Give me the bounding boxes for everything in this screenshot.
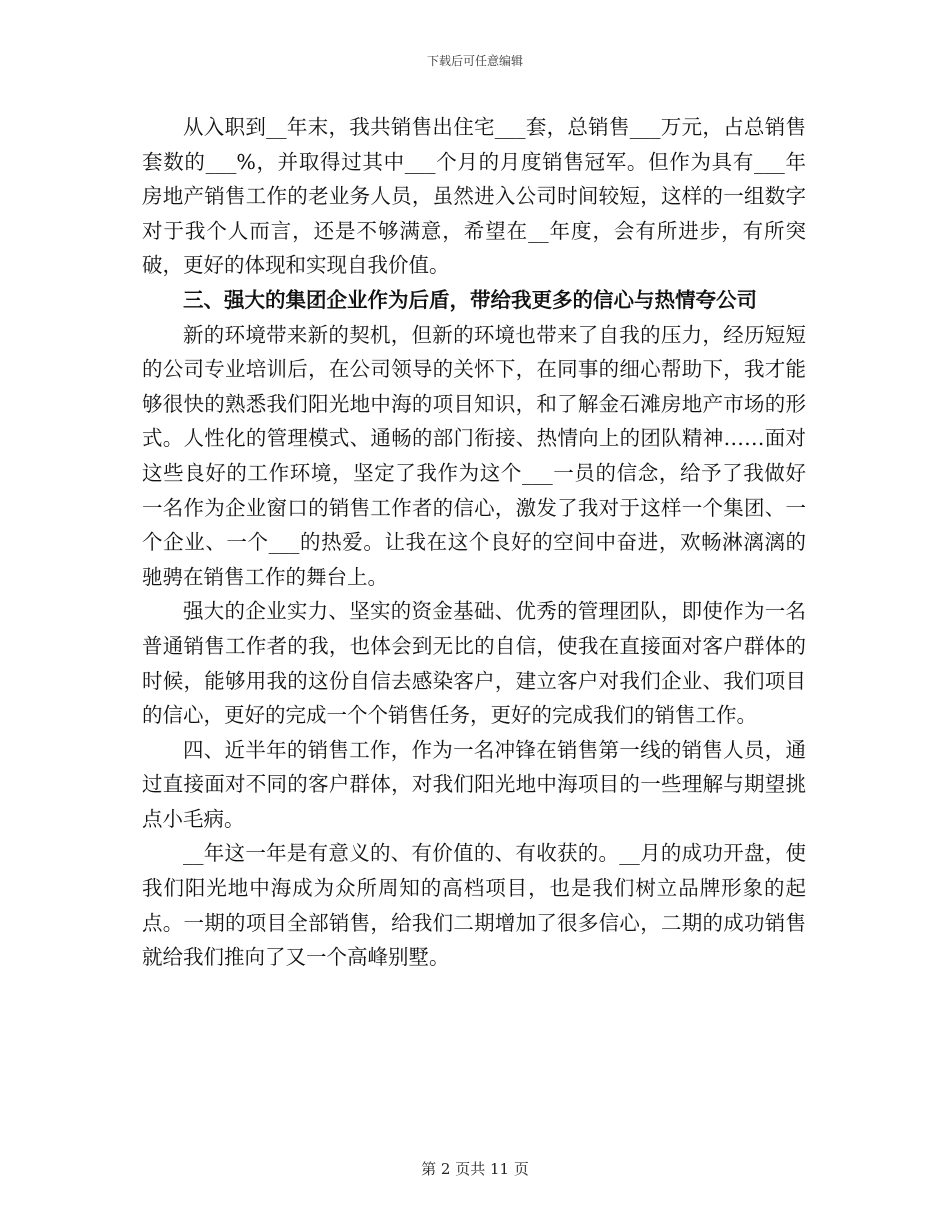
page-number-footer: 第 2 页共 11 页 (421, 1160, 529, 1178)
page-header-note: 下载后可任意编辑 (426, 54, 523, 68)
paragraph-enterprise-strength: 强大的企业实力、坚实的资金基础、优秀的管理团队，即使作为一名普通销售工作者的我，也体会到无比的自信，使我在直接面对客户群体的时候，能够用我的这份自信去感染客户，建立客户对我们企业、我们项目的信心，更好的完成一个个销售任务，更好的完成我们的销售工作。 (142, 599, 806, 728)
paragraph-sales-summary: 从入职到__年末，我共销售出住宅___套，总销售___万元，占总销售套数的___%，并取得过其中___个月的月度销售冠军。但作为具有___年房地产销售工作的老业务人员，虽然进入公司时间较短，这样的一组数字对于我个人而言，还是不够满意，希望在__年度，会有所进步，有所突破，更好的体现和实现自我价值。 (142, 115, 806, 278)
paragraph-year-review: __年这一年是有意义的、有价值的、有收获的。__月的成功开盘，使我们阳光地中海成为众所周知的高档项目，也是我们树立品牌形象的起点。一期的项目全部销售，给我们二期增加了很多信心，二期的成功销售就给我们推向了又一个高峰别墅。 (142, 841, 806, 970)
paragraph-new-environment: 新的环境带来新的契机，但新的环境也带来了自我的压力，经历短短的公司专业培训后，在公司领导的关怀下，在同事的细心帮助下，我才能够很快的熟悉我们阳光地中海的项目知识，和了解金石滩房地产市场的形式。人性化的管理模式、通畅的部门衔接、热情向上的团队精神……面对这些良好的工作环境，坚定了我作为这个___一员的信念，给予了我做好一名作为企业窗口的销售工作者的信心，激发了我对于这样一个集团、一个企业、一个___的热爱。让我在这个良好的空间中奋进，欢畅淋漓漓的驰骋在销售工作的舞台上。 (142, 322, 806, 589)
document-body (142, 110, 806, 975)
section-heading-3: 三、强大的集团企业作为后盾，带给我更多的信心与热情夸公司 (183, 287, 757, 312)
paragraph-section-4: 四、近半年的销售工作，作为一名冲锋在销售第一线的销售人员，通过直接面对不同的客户群体，对我们阳光地中海项目的一些理解与期望挑点小毛病。 (142, 737, 806, 831)
